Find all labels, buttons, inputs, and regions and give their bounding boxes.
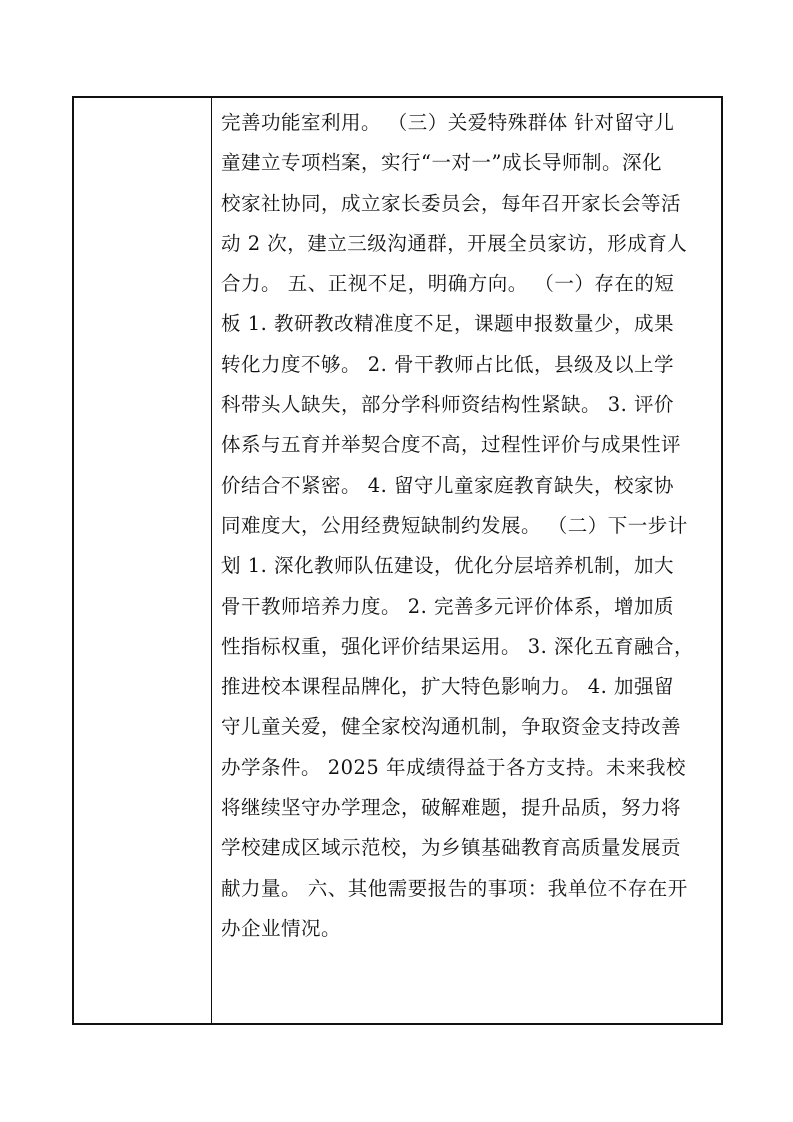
text-line: 推进校本课程品牌化，扩大特色影响力。 4. 加强留 — [221, 675, 675, 699]
column-divider — [211, 96, 212, 1025]
text-line: 学校建成区域示范校，为乡镇基础教育高质量发展贡 — [221, 836, 682, 860]
text-line: 完善功能室利用。 （三）关爱特殊群体 针对留守儿 — [221, 111, 675, 134]
text-line: 办企业情况。 — [221, 916, 342, 940]
text-line: 同难度大，公用经费短缺制约发展。 （二）下一步计 — [221, 513, 688, 537]
text-line: 性指标权重，强化评价结果运用。 3. 深化五育融合， — [221, 634, 695, 658]
text-line: 童建立专项档案，实行“一对一”成长导师制。深化 — [221, 151, 662, 175]
text-line: 划 1. 深化教师队伍建设，优化分层培养机制，加大 — [221, 554, 675, 578]
text-line: 校家社协同，成立家长委员会，每年召开家长会等活 — [221, 191, 682, 215]
text-line: 骨干教师培养力度。 2. 完善多元评价体系，增加质 — [221, 594, 675, 618]
table-content-cell — [221, 103, 719, 949]
text-line: 动 2 次，建立三级沟通群，开展全员家访，形成育人 — [221, 231, 688, 255]
table-left-cell — [74, 98, 211, 1023]
text-line: 献力量。 六、其他需要报告的事项：我单位不存在开 — [221, 876, 688, 900]
text-line: 守儿童关爱，健全家校沟通机制，争取资金支持改善 — [221, 715, 682, 739]
text-line: 价结合不紧密。 4. 留守儿童家庭教育缺失，校家协 — [221, 473, 675, 497]
text-line: 将继续坚守办学理念，破解难题，提升品质，努力将 — [221, 796, 682, 820]
text-line: 办学条件。 2025 年成绩得益于各方支持。未来我校 — [221, 755, 687, 779]
text-line: 体系与五育并举契合度不高，过程性评价与成果性评 — [221, 433, 682, 457]
text-line: 转化力度不够。 2. 骨干教师占比低，县级及以上学 — [221, 352, 675, 376]
text-line: 科带头人缺失，部分学科师资结构性紧缺。 3. 评价 — [221, 393, 675, 417]
text-line: 板 1. 教研教改精准度不足，课题申报数量少，成果 — [221, 312, 675, 336]
text-line: 合力。 五、正视不足，明确方向。 （一）存在的短 — [221, 272, 675, 296]
